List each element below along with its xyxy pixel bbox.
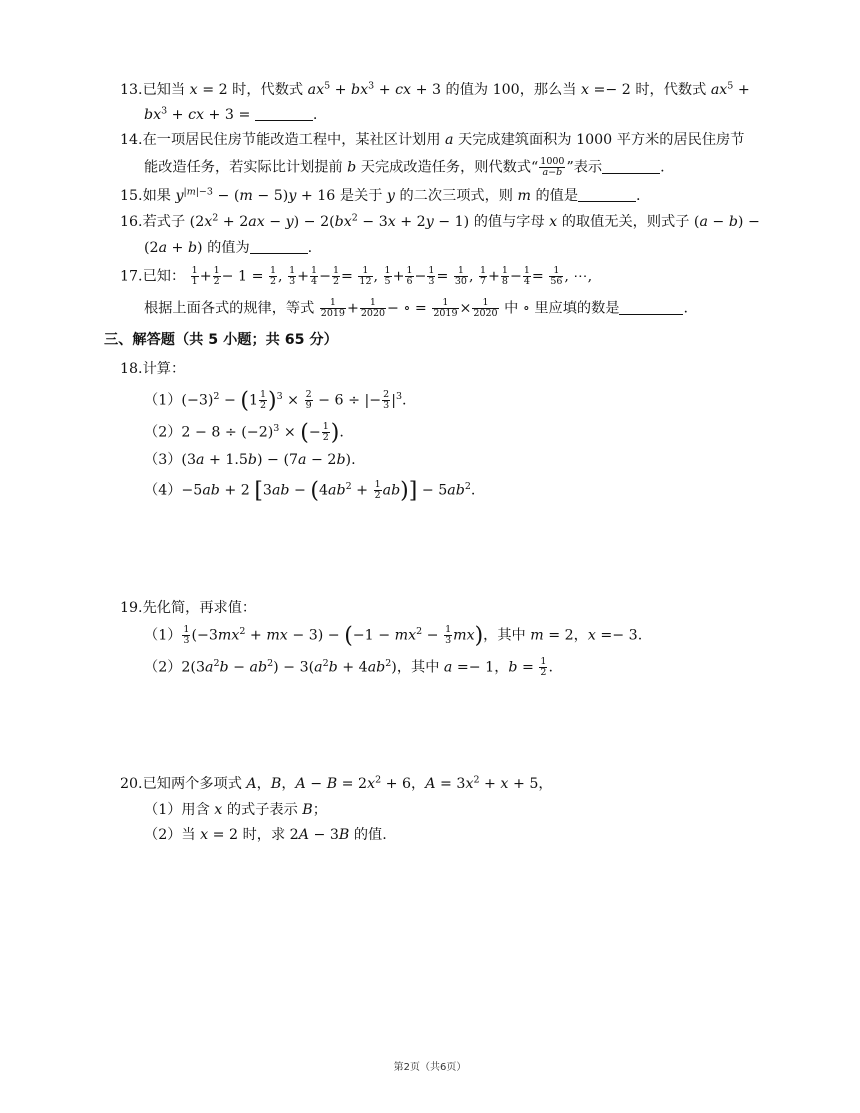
q20-part2: （2）当 x = 2 时，求 2A − 3B 的值. [144, 827, 387, 843]
q16-line2: (2a + b) 的值为 . [144, 240, 313, 256]
section-heading: 三、解答题（共 5 小题；共 65 分） [104, 332, 338, 348]
answer-blank[interactable] [578, 189, 636, 202]
q13-line1: 13.已知当 x = 2 时，代数式 $ax^5 + bx^3$ + cx + 3 的值为 100，那么当 x =− 2 时，代数式 $ax^5$ + [120, 80, 750, 98]
q14-line1: 14.在一项居民住房节能改造工程中，某社区计划用 a 天完成建筑面积为 1000 平方米的居民住房节 [120, 132, 745, 148]
q14-line2: 能改造任务，若实际比计划提前 b 天完成改造任务，则代数式“ $\frac{1000}{a-b}$ ”表示 . [144, 156, 665, 178]
q19-part2: $(2)2(3a^2b - ab^2) - 3(a^2b + 4ab^2)$，其中 a =− 1，b = $\frac{1}{2}$ . [144, 656, 553, 678]
answer-blank[interactable] [250, 241, 308, 254]
answer-blank[interactable] [255, 108, 313, 121]
page-footer: 第2页（共6页） [393, 1062, 467, 1073]
q15-line: 15.如果 $y^{|m|-3} - (m - 5)y + 16$ 是关于 y 的二次三项式，则 m 的值是 . [120, 186, 641, 204]
answer-blank[interactable] [619, 302, 683, 315]
q17-line1: 17.已知： $\frac{1}{1}$ + $\frac{1}{2}$ − 1 = $\frac{1}{2}$ , $\frac{1}{3}$ + $\frac{1}{4}$ − $\frac{1}{2}$ = $\frac{1}{12}$ , $\frac{1}{5}$ + $\frac{1}{6}$ − $\frac{1}{3}$ = $\frac{1}{30}$ , $\frac{1}{7}$ + $\frac{1}{8}$ − $\frac{1}{4}$ = $\frac{1}{56}$ , ⋯, [120, 265, 593, 287]
q19-part1: （1） $\frac{1}{3}$ ($-3mx^2$ + mx − $3) - (-1 - mx^2$ − $\frac{1}{3}$ mx)，其中 m = 2，x =− 3. [144, 623, 643, 649]
q20-line1: 20.已知两个多项式 A，B，$A - B = 2x^2 + 6$，$A = 3x^2 + x + 5$， [120, 774, 553, 792]
q19-title: 19.先化简，再求值： [120, 600, 257, 616]
q18-part3: （3）(3a + 1.5b) − (7a − 2b). [144, 452, 356, 468]
q13-line2: $bx^3$ + cx + 3 = . [144, 105, 318, 123]
q18-part1: $(1)(-3)^2 - (1$ $\frac{1}{2}$ )$^3$ × $\frac{2}{9}$ − 6 ÷ |− $\frac{2}{3}$ $|^3$. [144, 388, 407, 414]
answer-blank[interactable] [602, 161, 660, 174]
q18-part2: $(2)2 - 8 \div (-2)^3$ × (− $\frac{1}{2}$ ). [144, 420, 344, 446]
q17-line2: 根据上面各式的规律，等式 $\frac{1}{2019}$ + $\frac{1}{2020}$ − ∘ = $\frac{1}{2019}$ × $\frac{1}{2020}$ 中 ∘ 里应填的数是 . [144, 297, 688, 319]
q18-title: 18.计算： [120, 361, 186, 377]
q16-line1: 16.若式子 $(2x^2 + 2ax - y) - 2(bx^2 - 3x + 2y - 1)$ 的值与字母 x 的取值无关，则式子 (a − b) − [120, 212, 760, 230]
q18-part4: （4）−5ab + 2 [$3ab - (4ab^2$ + $\frac{1}{2}$ $ab)] - 5ab^2$. [144, 478, 476, 504]
q20-part1: （1）用含 x 的式子表示 B； [144, 802, 327, 818]
